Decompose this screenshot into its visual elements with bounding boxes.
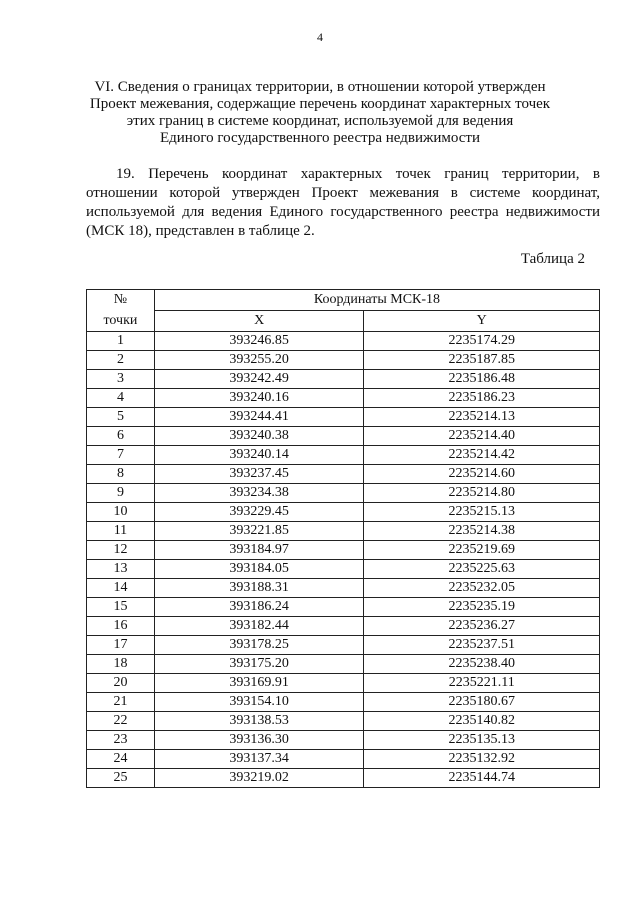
x-coordinate-cell: 393237.45 [154,465,364,484]
table-row [87,332,600,351]
paragraph-line: отношении которой утвержден Проект межевания в системе координат, [86,185,600,201]
point-number-cell: 17 [87,636,155,655]
table-row [87,636,600,655]
table-row [87,446,600,465]
heading-line: Единого государственного реестра недвижимости [159,130,480,146]
x-coordinate-cell: 393186.24 [154,598,364,617]
y-coordinate-cell: 2235174.29 [364,332,600,351]
point-number-cell: 15 [87,598,155,617]
point-number-cell: 1 [87,332,155,351]
y-coordinate-cell: 2235214.13 [364,408,600,427]
table-row [87,731,600,750]
table-row [87,598,600,617]
table-row [87,503,600,522]
table-row [87,655,600,674]
x-coordinate-cell: 393221.85 [154,522,364,541]
point-number-cell: 7 [87,446,155,465]
point-number-cell: 20 [87,674,155,693]
table-row [87,465,600,484]
table-caption: Таблица 2 [520,251,585,267]
y-coordinate-cell: 2235186.48 [364,370,600,389]
point-number-cell: 3 [87,370,155,389]
y-coordinate-cell: 2235180.67 [364,693,600,712]
y-coordinate-cell: 2235221.11 [364,674,600,693]
point-number-cell: 6 [87,427,155,446]
section-heading [60,79,580,147]
point-number-cell: 14 [87,579,155,598]
x-coordinate-cell: 393244.41 [154,408,364,427]
table-row [87,351,600,370]
table-body [87,332,600,788]
header-y: Y [364,311,600,332]
table-row [87,427,600,446]
header-x: X [154,311,364,332]
table-row [87,522,600,541]
point-number-cell: 2 [87,351,155,370]
table-row [87,389,600,408]
table-row [87,560,600,579]
point-number-cell: 9 [87,484,155,503]
table-row [87,370,600,389]
y-coordinate-cell: 2235215.13 [364,503,600,522]
point-number-cell: 10 [87,503,155,522]
header-num-top: № [87,290,155,311]
x-coordinate-cell: 393240.16 [154,389,364,408]
paragraph-line: используемой для ведения Единого государственного реестра недвижимости [86,204,600,220]
y-coordinate-cell: 2235140.82 [364,712,600,731]
x-coordinate-cell: 393188.31 [154,579,364,598]
y-coordinate-cell: 2235144.74 [364,769,600,788]
x-coordinate-cell: 393240.14 [154,446,364,465]
point-number-cell: 21 [87,693,155,712]
y-coordinate-cell: 2235214.38 [364,522,600,541]
x-coordinate-cell: 393246.85 [154,332,364,351]
y-coordinate-cell: 2235214.42 [364,446,600,465]
table-row [87,693,600,712]
x-coordinate-cell: 393182.44 [154,617,364,636]
x-coordinate-cell: 393219.02 [154,769,364,788]
x-coordinate-cell: 393154.10 [154,693,364,712]
point-number-cell: 23 [87,731,155,750]
point-number-cell: 24 [87,750,155,769]
y-coordinate-cell: 2235214.60 [364,465,600,484]
point-number-cell: 8 [87,465,155,484]
paragraph-19 [86,165,600,241]
coordinates-table [86,289,600,788]
table-row [87,750,600,769]
table-row [87,408,600,427]
page-number: 4 [317,30,323,44]
heading-line: этих границ в системе координат, используемой для ведения [126,113,514,129]
table-row [87,541,600,560]
table-row [87,769,600,788]
x-coordinate-cell: 393242.49 [154,370,364,389]
x-coordinate-cell: 393184.97 [154,541,364,560]
x-coordinate-cell: 393137.34 [154,750,364,769]
table-row [87,579,600,598]
y-coordinate-cell: 2235214.40 [364,427,600,446]
point-number-cell: 22 [87,712,155,731]
point-number-cell: 12 [87,541,155,560]
x-coordinate-cell: 393234.38 [154,484,364,503]
x-coordinate-cell: 393169.91 [154,674,364,693]
x-coordinate-cell: 393175.20 [154,655,364,674]
paragraph-line: 19. Перечень координат характерных точек границ территории, в [116,166,600,182]
table-row [87,484,600,503]
y-coordinate-cell: 2235187.85 [364,351,600,370]
x-coordinate-cell: 393255.20 [154,351,364,370]
point-number-cell: 13 [87,560,155,579]
y-coordinate-cell: 2235219.69 [364,541,600,560]
y-coordinate-cell: 2235225.63 [364,560,600,579]
point-number-cell: 11 [87,522,155,541]
point-number-cell: 18 [87,655,155,674]
x-coordinate-cell: 393184.05 [154,560,364,579]
x-coordinate-cell: 393138.53 [154,712,364,731]
table-row [87,674,600,693]
y-coordinate-cell: 2235135.13 [364,731,600,750]
point-number-cell: 5 [87,408,155,427]
paragraph-line: (МСК 18), представлен в таблице 2. [86,223,315,239]
y-coordinate-cell: 2235236.27 [364,617,600,636]
y-coordinate-cell: 2235132.92 [364,750,600,769]
x-coordinate-cell: 393240.38 [154,427,364,446]
y-coordinate-cell: 2235232.05 [364,579,600,598]
y-coordinate-cell: 2235237.51 [364,636,600,655]
header-coords-title: Координаты МСК-18 [154,290,599,311]
point-number-cell: 25 [87,769,155,788]
x-coordinate-cell: 393136.30 [154,731,364,750]
point-number-cell: 4 [87,389,155,408]
y-coordinate-cell: 2235214.80 [364,484,600,503]
x-coordinate-cell: 393229.45 [154,503,364,522]
table-row [87,617,600,636]
y-coordinate-cell: 2235238.40 [364,655,600,674]
header-num-bottom: точки [87,311,155,332]
y-coordinate-cell: 2235235.19 [364,598,600,617]
table-row [87,712,600,731]
point-number-cell: 16 [87,617,155,636]
y-coordinate-cell: 2235186.23 [364,389,600,408]
heading-line: VI. Сведения о границах территории, в отношении которой утвержден [94,79,546,95]
x-coordinate-cell: 393178.25 [154,636,364,655]
heading-line: Проект межевания, содержащие перечень координат характерных точек [89,96,551,112]
